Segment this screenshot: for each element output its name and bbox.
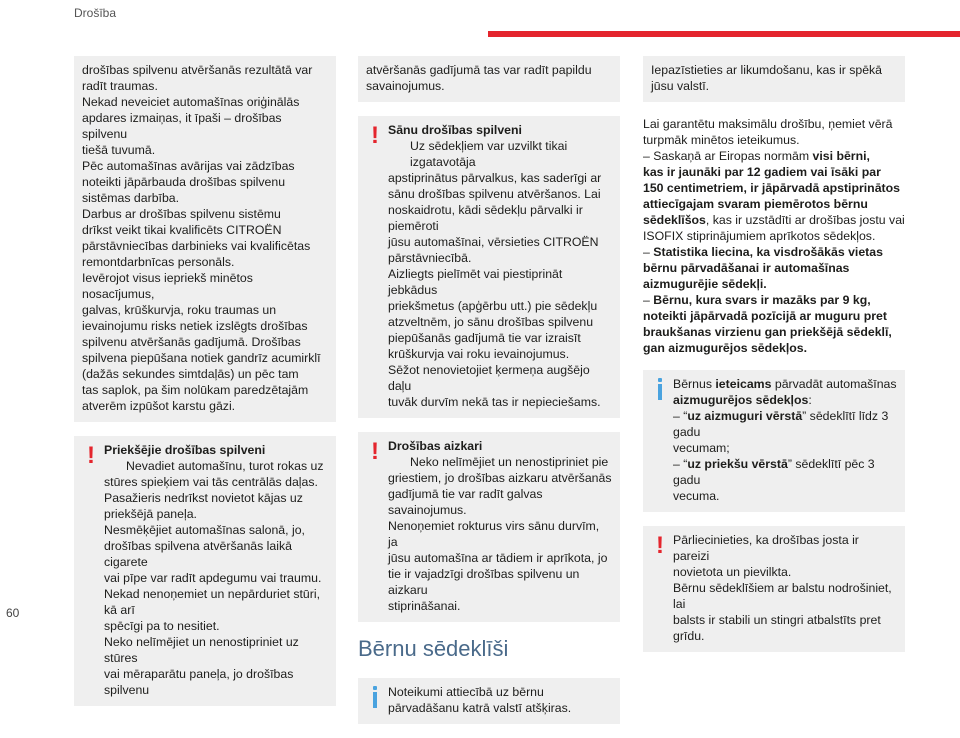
text-line: atverēm izpūšot karstu gāzi. — [82, 399, 236, 413]
text-line: drīkst veikt tikai kvalificēts CITROËN — [82, 223, 282, 237]
recommendations-text — [643, 116, 905, 356]
text-line: Nevadiet automašīnu, turot rokas uz — [126, 459, 324, 473]
text-line: griestiem, jo drošības aizkaru atvēršanās — [388, 471, 612, 485]
warning-text — [673, 580, 897, 644]
text-line: piepūšanās gadījumā tie var izraisīt — [388, 331, 581, 345]
text-line: remontdarbnīcas personāls. — [82, 255, 235, 269]
info-box-rear-seats: Bērnus ieteicams pārvadāt automašīnas aizmugurējos sēdekļos: – “uz aizmuguri vērstā” sēdeklītī līdz 3 gadu vecumam; – “uz priekšu vērstā” sēdeklītī pēc 3 gadu vecuma. — [643, 370, 905, 512]
note-text — [366, 62, 612, 94]
text-line: Neko nelīmējiet un nenostipriniet uz stūres — [104, 635, 299, 665]
info-icon — [368, 686, 382, 710]
text-line: stūres spieķiem vai tās centrālās daļas. — [104, 475, 318, 489]
info-text — [388, 684, 612, 716]
body-text: turpmāk minētos ieteikumus. — [643, 133, 800, 147]
text-line: Sēžot nenovietojiet ķermeņa augšējo daļu — [388, 363, 590, 393]
text-line: galvas, krūškurvja, roku traumas un — [82, 303, 277, 317]
column-2 — [358, 56, 620, 738]
text-line: novietota un pievilkta. — [673, 565, 792, 579]
warning-box-front-airbags — [74, 436, 336, 706]
warning-text — [104, 458, 328, 698]
text-line: Bērnu sēdeklīšiem ar balstu nodrošiniet, lai — [673, 581, 892, 611]
recommendation-3: – Bērnu, kura svars ir mazāks par 9 kg, noteikti jāpārvadā pozīcijā ar muguru pret braukšanas virzienu gan priekšējā sēdeklī, gan aizmugurējos sēdekļos. — [643, 293, 892, 355]
text-line: spilvenu atvēršanās gadījumā. Drošības — [82, 335, 301, 349]
warning-icon: ! — [87, 442, 95, 469]
warning-text — [388, 138, 612, 410]
text-line: apstiprinātus pārvalkus, kas saderīgi ar — [388, 171, 602, 185]
text-line: pārvadāšanu katrā valstī atšķiras. — [388, 701, 572, 715]
text-line: radīt traumas. — [82, 79, 158, 93]
text-line: gadījumā tie var radīt galvas savainojumus. — [388, 487, 543, 517]
text-line: jūsu automašīna ar tādiem ir aprīkota, jo — [388, 551, 608, 565]
note-box-airbag-general — [74, 56, 336, 422]
text-line: Ievērojot visus iepriekš minētos nosacījumus, — [82, 271, 253, 301]
text-line: priekšmetus (apģērbu utt.) pie sēdekļu — [388, 299, 598, 313]
text-line: spilvena piepūšana notiek gandrīz acumirklī — [82, 351, 321, 365]
section-title: Drošība — [74, 6, 117, 20]
warning-icon: ! — [371, 122, 379, 149]
text-line: vai pīpe var radīt apdegumu vai traumu. — [104, 571, 322, 585]
text-line: atzveltnēm, jo sānu drošības spilvenu — [388, 315, 594, 329]
text-line: noteikti jāpārbauda drošības spilvenu — [82, 175, 286, 189]
text-line: (dažās sekundes simtdaļās) un pēc tam — [82, 367, 299, 381]
text-line: Nekad neveiciet automašīnas oriģinālās — [82, 95, 300, 109]
text-line: Darbus ar drošības spilvenu sistēmu — [82, 207, 281, 221]
text-line: jūsu automašīnai, vērsieties CITROËN — [388, 235, 599, 249]
text-line: Pēc automašīnas avārijas vai zādzības — [82, 159, 295, 173]
note-box-legislation — [643, 56, 905, 102]
text-line: Pasažieris nedrīkst novietot kājas uz — [104, 491, 303, 505]
recommendation-2: – Statistika liecina, ka visdrošākās vietas bērnu pārvadāšanai ir automašīnas aizmugurējie sēdekļi. — [643, 245, 883, 291]
text-line: priekšējā paneļa. — [104, 507, 197, 521]
text-line: jūsu valstī. — [651, 79, 710, 93]
text-line: ievainojumu risks netiek izslēgts drošības — [82, 319, 308, 333]
text-line: Neko nelīmējiet un nenostipriniet pie — [410, 455, 609, 469]
text-line: krūškurvja vai roku ievainojumus. — [388, 347, 570, 361]
text-line: Uz sēdekļiem var uzvilkt tikai izgatavotāja — [410, 139, 568, 169]
body-text: Lai garantētu maksimālu drošību, ņemiet vērā — [643, 117, 893, 131]
recommendation-1: – Saskaņā ar Eiropas normām visi bērni, kas ir jaunāki par 12 gadiem vai īsāki par 150 centimetriem, ir jāpārvadā apstiprinātos attiecīgajam svaram piemērotos bērnu sēdeklīšos, kas ir uzstādīti ar drošības jostu vai ISOFIX stiprinājumiem aprīkotos sēdekļos. — [643, 149, 905, 243]
text-line: vai mēraparātu paneļa, jo drošības spilvenu — [104, 667, 294, 697]
warning-box-side-airbags — [358, 116, 620, 418]
text-line: tie ir vajadzīgi drošības spilvenu un aizkaru — [388, 567, 580, 597]
text-line: tuvāk durvīm nekā tas ir nepieciešams. — [388, 395, 601, 409]
note-text — [82, 62, 328, 414]
warning-text — [388, 454, 612, 614]
info-box-regulations — [358, 678, 620, 724]
warning-icon: ! — [656, 532, 664, 559]
text-line: Aizliegts pielīmēt vai piestiprināt jebkādus — [388, 267, 563, 297]
text-line: tas saplok, pa šim nolūkam paredzētajām — [82, 383, 309, 397]
text-line: sistēmas darbība. — [82, 191, 180, 205]
text-line: Iepazīstieties ar likumdošanu, kas ir spēkā — [651, 63, 883, 77]
column-3 — [643, 56, 905, 666]
text-line: noskaidrotu, kādi sēdekļu pārvalki ir piemēroti — [388, 203, 583, 233]
text-line: Noteikumi attiecībā uz bērnu — [388, 685, 544, 699]
section-heading: Bērnu sēdeklīši — [358, 636, 509, 661]
warning-title: Sānu drošības spilveni — [388, 123, 522, 137]
info-icon — [653, 378, 667, 402]
warning-title: Priekšējie drošības spilveni — [104, 443, 266, 457]
accent-bar — [488, 31, 960, 37]
warning-text — [673, 532, 897, 580]
text-line: drošības spilvena atvēršanās laikā cigarete — [104, 539, 292, 569]
text-line: pārstāvniecības darbinieks vai kvalificētas — [82, 239, 311, 253]
text-line: Pārliecinieties, ka drošības josta ir pareizi — [673, 533, 859, 563]
text-line: Nenoņemiet rokturus virs sānu durvīm, ja — [388, 519, 600, 549]
note-text — [651, 62, 897, 94]
text-line: Nekad nenoņemiet un nepārduriet stūri, kā arī — [104, 587, 321, 617]
text-line: savainojumus. — [366, 79, 445, 93]
text-line: balsts ir stabili un stingri atbalstīts pret grīdu. — [673, 613, 881, 643]
warning-title: Drošības aizkari — [388, 439, 483, 453]
text-line: sānu drošības spilvenu atvēršanos. Lai — [388, 187, 601, 201]
text-line: spēcīgi pa to nesitiet. — [104, 619, 220, 633]
page-number: 60 — [6, 606, 20, 620]
text-line: apdares izmaiņas, it īpaši – drošības spilvenu — [82, 111, 282, 141]
text-line: atvēršanās gadījumā tas var radīt papildu — [366, 63, 592, 77]
text-line: pārstāvniecībā. — [388, 251, 472, 265]
warning-icon: ! — [371, 438, 379, 465]
note-box-continued — [358, 56, 620, 102]
text-line: tiešā tuvumā. — [82, 143, 156, 157]
warning-box-seatbelt — [643, 526, 905, 652]
column-1 — [74, 56, 336, 720]
text-line: Nesmēķējiet automašīnas salonā, jo, — [104, 523, 305, 537]
text-line: drošības spilvenu atvēršanās rezultātā var — [82, 63, 313, 77]
warning-box-curtain-airbags — [358, 432, 620, 622]
text-line: stiprināšanai. — [388, 599, 461, 613]
